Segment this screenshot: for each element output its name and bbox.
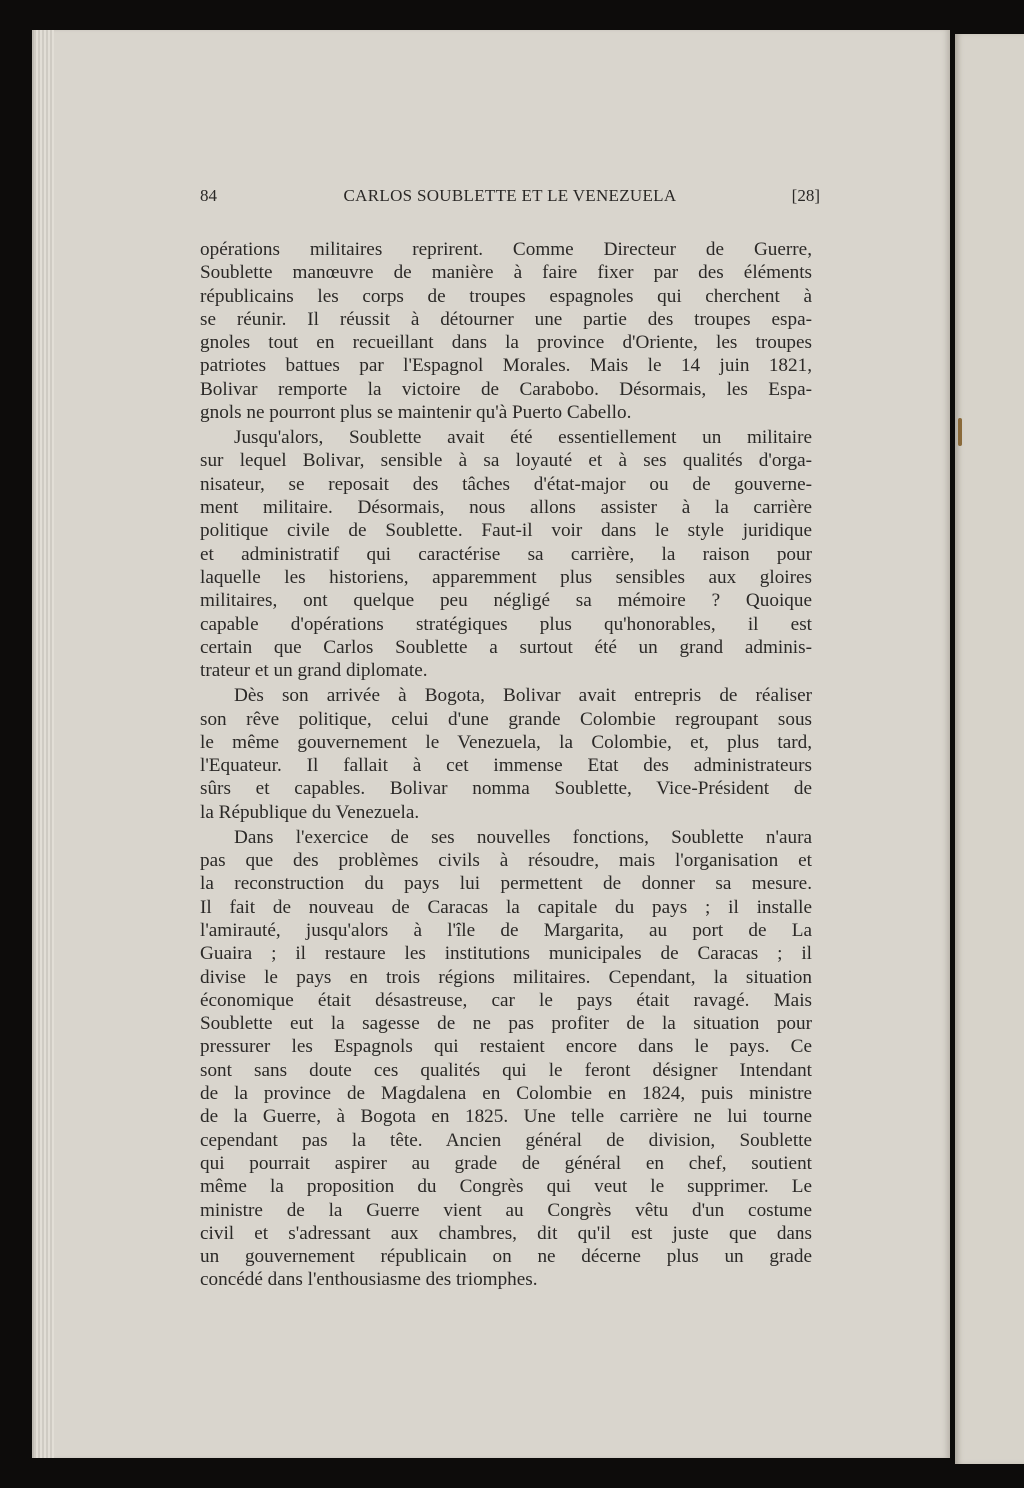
text-line: un gouvernement républicain on ne décerne plus un grade	[200, 1246, 812, 1268]
text-line: Bolivar remporte la victoire de Carabobo. Désormais, les Espa-	[200, 378, 812, 400]
text-line: patriotes battues par l'Espagnol Morales. Mais le 14 juin 1821,	[200, 355, 812, 377]
text-line: sont sans doute ces qualités qui le feront désigner Intendant	[200, 1059, 812, 1081]
text-line: de la Guerre, à Bogota en 1825. Une telle carrière ne lui tourne	[200, 1106, 812, 1128]
page-stack-edge	[34, 30, 54, 1458]
text-line: opérations militaires reprirent. Comme Directeur de Guerre,	[200, 239, 812, 260]
text-line: Soublette manœuvre de manière à faire fixer par des éléments	[200, 262, 812, 284]
text-line: de la province de Magdalena en Colombie en 1824, puis ministre	[200, 1083, 812, 1105]
text-line: se réunir. Il réussit à détourner une partie des troupes espa-	[200, 308, 812, 330]
text-line: gnoles tout en recueillant dans la province d'Oriente, les troupes	[200, 332, 812, 354]
text-line: même la proposition du Congrès qui veut le supprimer. Le	[200, 1176, 812, 1198]
text-line: nisateur, se reposait des tâches d'état-major ou de gouverne-	[200, 473, 812, 495]
body-text	[200, 238, 812, 1294]
text-line: ment militaire. Désormais, nous allons assister à la carrière	[200, 497, 812, 519]
text-line: divise le pays en trois régions militaires. Cependant, la situation	[200, 966, 812, 988]
text-line: concédé dans l'enthousiasme des triomphes.	[200, 1269, 538, 1291]
facing-page-edge	[955, 34, 1024, 1464]
text-line: l'Equateur. Il fallait à cet immense Etat des administrateurs	[200, 755, 812, 777]
text-line: qui pourrait aspirer au grade de général en chef, soutient	[200, 1152, 812, 1174]
text-line: l'amirauté, jusqu'alors à l'île de Margarita, au port de La	[200, 920, 812, 941]
text-line: Dès son arrivée à Bogota, Bolivar avait entrepris de réaliser	[234, 685, 812, 707]
text-line: sûrs et capables. Bolivar nomma Soublette, Vice-Président de	[200, 778, 812, 800]
text-line: Il fait de nouveau de Caracas la capitale du pays ; il installe	[200, 896, 812, 918]
text-line: Guaira ; il restaure les institutions municipales de Caracas ; il	[200, 943, 812, 965]
text-line: la République du Venezuela.	[200, 801, 420, 823]
text-line: pressurer les Espagnols qui restaient encore dans le pays. Ce	[200, 1036, 812, 1058]
text-line: militaires, ont quelque peu négligé sa mémoire ? Quoique	[200, 590, 812, 612]
text-line: Jusqu'alors, Soublette avait été essentiellement un militaire	[234, 427, 812, 449]
running-header	[200, 186, 820, 212]
text-line: gnols ne pourront plus se maintenir qu'à Puerto Cabello.	[200, 402, 632, 424]
text-line: Dans l'exercice de ses nouvelles fonctions, Soublette n'aura	[234, 826, 812, 848]
text-line: pas que des problèmes civils à résoudre, mais l'organisation et	[200, 850, 812, 872]
paragraph	[200, 826, 812, 1292]
paragraph	[200, 684, 812, 824]
text-line: laquelle les historiens, apparemment plus sensibles aux gloires	[200, 566, 812, 588]
text-line: et administratif qui caractérise sa carrière, la raison pour	[200, 543, 812, 565]
paragraph	[200, 426, 812, 682]
text-line: républicains les corps de troupes espagnoles qui cherchent à	[200, 285, 812, 307]
text-line: trateur et un grand diplomate.	[200, 660, 428, 682]
text-line: politique civile de Soublette. Faut-il voir dans le style juridique	[200, 520, 812, 542]
text-line: économique était désastreuse, car le pays était ravagé. Mais	[200, 989, 812, 1011]
text-line: le même gouvernement le Venezuela, la Colombie, et, plus tard,	[200, 731, 812, 753]
text-line: certain que Carlos Soublette a surtout été un grand adminis-	[200, 636, 812, 658]
text-line: la reconstruction du pays lui permettent de donner sa mesure.	[200, 873, 812, 895]
text-line: capable d'opérations stratégiques plus qu'honorables, il est	[200, 613, 812, 635]
text-line: son rêve politique, celui d'une grande Colombie regroupant sous	[200, 708, 812, 730]
text-line: Soublette eut la sagesse de ne pas profiter de la situation pour	[200, 1013, 812, 1035]
text-line: sur lequel Bolivar, sensible à sa loyauté et à ses qualités d'orga-	[200, 450, 812, 472]
text-line: civil et s'adressant aux chambres, dit qu'il est juste que dans	[200, 1222, 812, 1244]
text-line: cependant pas la tête. Ancien général de division, Soublette	[200, 1129, 812, 1151]
page-number: 84	[200, 186, 217, 205]
running-title: CARLOS SOUBLETTE ET LE VENEZUELA	[343, 186, 677, 205]
text-line: ministre de la Guerre vient au Congrès vêtu d'un costume	[200, 1199, 812, 1221]
page-stain	[958, 418, 962, 446]
paragraph	[200, 238, 812, 424]
section-reference: [28]	[791, 186, 820, 205]
